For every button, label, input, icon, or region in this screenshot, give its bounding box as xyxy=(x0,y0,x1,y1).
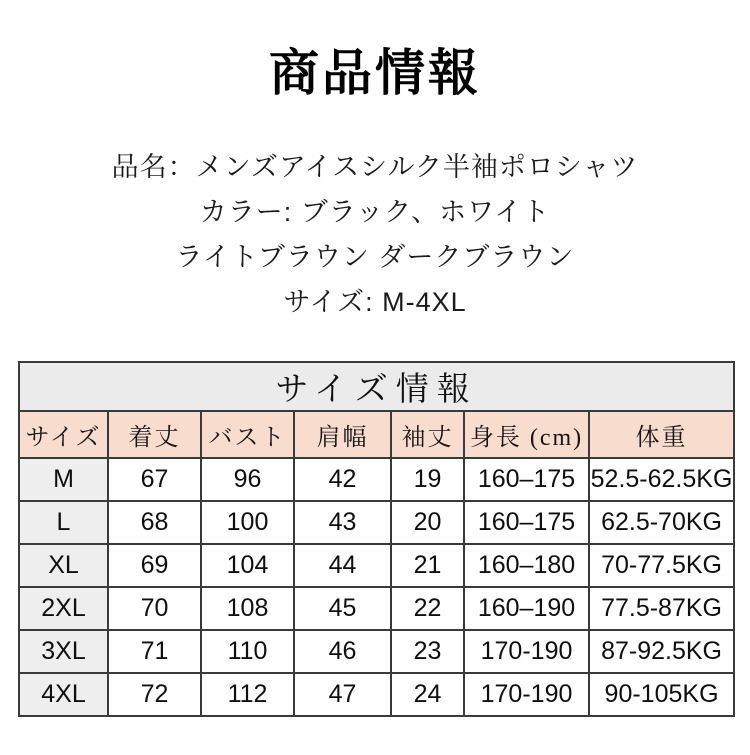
value-cell: 96 xyxy=(201,458,294,501)
color-line: カラー: ブラック、ホワイト xyxy=(199,197,551,227)
value-cell: 62.5-70KG xyxy=(589,501,734,544)
value-cell: 47 xyxy=(294,673,391,716)
value-cell: 20 xyxy=(391,501,464,544)
value-cell: 70 xyxy=(108,587,201,630)
column-header-weight: 体重 xyxy=(589,411,734,458)
table-row-m xyxy=(19,458,734,501)
table-row-l xyxy=(19,501,734,544)
column-header-height: 身長 (cm) xyxy=(464,411,589,458)
table-title-row xyxy=(19,362,734,411)
value-cell: 71 xyxy=(108,630,201,673)
table-row-4xl xyxy=(19,673,734,716)
size-table xyxy=(18,361,735,717)
table-row-xl xyxy=(19,544,734,587)
column-header-shoulder: 肩幅 xyxy=(294,411,391,458)
size-cell: L xyxy=(19,501,108,544)
table-row-3xl xyxy=(19,630,734,673)
value-cell: 44 xyxy=(294,544,391,587)
value-cell: 104 xyxy=(201,544,294,587)
value-cell: 77.5-87KG xyxy=(589,587,734,630)
value-cell: 22 xyxy=(391,587,464,630)
value-cell: 68 xyxy=(108,501,201,544)
size-cell: XL xyxy=(19,544,108,587)
size-range-line: サイズ: M-4XL xyxy=(283,287,467,317)
column-header-sleeve: 袖丈 xyxy=(391,411,464,458)
product-name-line: 品名：メンズアイスシルク半袖ポロシャツ xyxy=(111,152,639,182)
value-cell: 160–190 xyxy=(464,587,589,630)
value-cell: 67 xyxy=(108,458,201,501)
value-cell: 160–175 xyxy=(464,458,589,501)
value-cell: 24 xyxy=(391,673,464,716)
value-cell: 19 xyxy=(391,458,464,501)
value-cell: 70-77.5KG xyxy=(589,544,734,587)
value-cell: 46 xyxy=(294,630,391,673)
value-cell: 21 xyxy=(391,544,464,587)
value-cell: 72 xyxy=(108,673,201,716)
value-cell: 170-190 xyxy=(464,673,589,716)
value-cell: 69 xyxy=(108,544,201,587)
value-cell: 45 xyxy=(294,587,391,630)
size-cell: M xyxy=(19,458,108,501)
size-cell: 4XL xyxy=(19,673,108,716)
value-cell: 160–175 xyxy=(464,501,589,544)
value-cell: 108 xyxy=(201,587,294,630)
size-table-title: サイズ情報 xyxy=(19,362,734,411)
value-cell: 110 xyxy=(201,630,294,673)
column-header-length: 着丈 xyxy=(108,411,201,458)
value-cell: 43 xyxy=(294,501,391,544)
value-cell: 90-105KG xyxy=(589,673,734,716)
size-cell: 2XL xyxy=(19,587,108,630)
value-cell: 42 xyxy=(294,458,391,501)
color-line-2: ライトブラウン ダークブラウン xyxy=(175,242,575,272)
column-header-bust: バスト xyxy=(201,411,294,458)
value-cell: 112 xyxy=(201,673,294,716)
value-cell: 170-190 xyxy=(464,630,589,673)
column-header-size: サイズ xyxy=(19,411,108,458)
table-header-row xyxy=(19,411,734,458)
table-row-2xl xyxy=(19,587,734,630)
value-cell: 87-92.5KG xyxy=(589,630,734,673)
value-cell: 52.5-62.5KG xyxy=(589,458,734,501)
size-cell: 3XL xyxy=(19,630,108,673)
value-cell: 100 xyxy=(201,501,294,544)
value-cell: 160–180 xyxy=(464,544,589,587)
page-title: 商品情報 xyxy=(269,45,481,101)
product-info-block xyxy=(0,145,750,325)
product-info-page xyxy=(0,46,750,755)
value-cell: 23 xyxy=(391,630,464,673)
